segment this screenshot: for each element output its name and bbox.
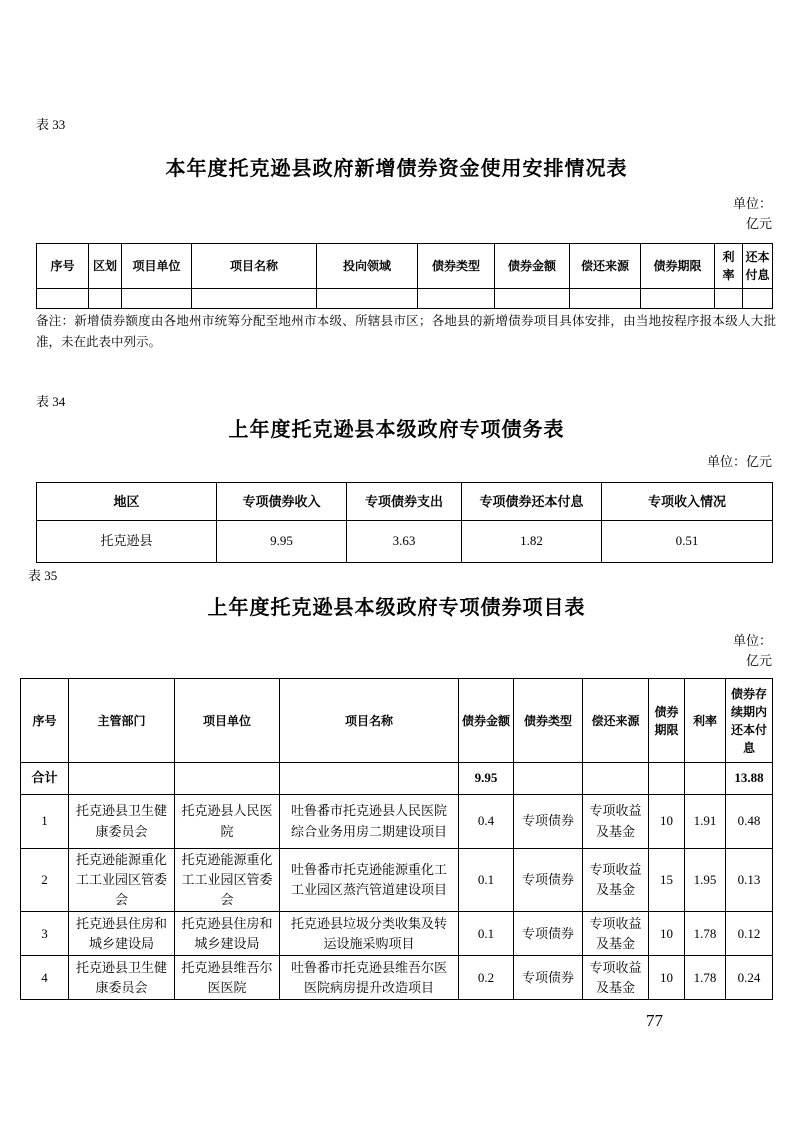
table-cell: [175, 763, 280, 795]
header-cell: 投向领域: [317, 244, 418, 289]
header-cell: 偿还来源: [583, 679, 649, 763]
header-cell: 债券期限: [649, 679, 685, 763]
table-row: [21, 795, 773, 849]
table-cell: [192, 289, 317, 309]
header-cell: 债券存续期内还本付息: [726, 679, 773, 763]
table-cell: 13.88: [726, 763, 773, 795]
table-cell: 0.13: [726, 849, 773, 912]
table-cell: 0.1: [459, 849, 514, 912]
table-cell: 专项债券: [514, 849, 583, 912]
table35-unit-note: [733, 631, 772, 671]
header-cell: 债券期限: [641, 244, 715, 289]
table33-label: 表 33: [36, 117, 66, 132]
table-cell: 托克逊能源重化工工业园区管委会: [175, 849, 280, 912]
table34-unit-note: 单位：亿元: [706, 454, 772, 469]
table-cell: 吐鲁番市托克逊县人民医院综合业务用房二期建设项目: [280, 795, 459, 849]
table-cell: [317, 289, 418, 309]
header-cell: 债券金额: [459, 679, 514, 763]
unit-label: 单位：: [732, 633, 772, 648]
table-row: [37, 289, 773, 309]
table-cell: [641, 289, 715, 309]
table-cell: [418, 289, 495, 309]
table-total-row: [21, 763, 773, 795]
table-row: [21, 849, 773, 912]
table-cell: [685, 763, 726, 795]
table33-footnote: 备注：新增债券额度由各地州市统筹分配至地州市本级、所辖县市区；各地县的新增债券项目具体安排，由当地按程序报本级人大批准，未在此表中列示。: [36, 314, 776, 349]
table-cell: [514, 763, 583, 795]
table33-new-bond-arrangement: [36, 243, 773, 309]
table-cell: 9.95: [217, 521, 347, 563]
table-row: [21, 956, 773, 1000]
table35-title: 上年度托克逊县本级政府专项债券项目表: [207, 597, 586, 619]
table-cell: 专项收益及基金: [583, 849, 649, 912]
table-cell: [715, 289, 743, 309]
table-cell: 2: [21, 849, 69, 912]
table-cell: 1.78: [685, 912, 726, 956]
table-cell: 吐鲁番市托克逊县维吾尔医医院病房提升改造项目: [280, 956, 459, 1000]
table-cell: 0.12: [726, 912, 773, 956]
unit-value: 亿元: [745, 653, 772, 668]
header-cell: 区划: [89, 244, 122, 289]
table-cell: 托克逊县人民医院: [175, 795, 280, 849]
header-cell: 地区: [37, 483, 217, 521]
header-cell: 债券类型: [514, 679, 583, 763]
table-cell: 3: [21, 912, 69, 956]
header-cell: 利率: [715, 244, 743, 289]
table33-title: 本年度托克逊县政府新增债券资金使用安排情况表: [165, 158, 628, 180]
table-cell: 0.4: [459, 795, 514, 849]
table33-unit-note: [733, 194, 772, 234]
header-cell: 偿还来源: [570, 244, 641, 289]
table-cell: 专项收益及基金: [583, 956, 649, 1000]
header-cell: 项目名称: [280, 679, 459, 763]
table35-special-bond-projects: [20, 678, 773, 1000]
table-header-row: [37, 244, 773, 289]
table-cell: 1.82: [462, 521, 602, 563]
header-cell: 项目单位: [122, 244, 192, 289]
table34-special-debt: [36, 482, 773, 563]
table34-title: 上年度托克逊县本级政府专项债务表: [228, 419, 565, 441]
header-cell: 专项债券还本付息: [462, 483, 602, 521]
table-cell: [583, 763, 649, 795]
table-cell: [743, 289, 773, 309]
table-cell: 4: [21, 956, 69, 1000]
table-cell: [37, 289, 89, 309]
table-cell: 合计: [21, 763, 69, 795]
header-cell: 项目单位: [175, 679, 280, 763]
header-cell: 债券类型: [418, 244, 495, 289]
table-cell: 专项债券: [514, 956, 583, 1000]
table-row: [21, 912, 773, 956]
header-cell: 还本付息: [743, 244, 773, 289]
header-cell: 序号: [37, 244, 89, 289]
table-cell: 托克逊县垃圾分类收集及转运设施采购项目: [280, 912, 459, 956]
table-cell: 15: [649, 849, 685, 912]
table-cell: 托克逊县卫生健康委员会: [69, 956, 175, 1000]
table-cell: 专项债券: [514, 795, 583, 849]
table-cell: [89, 289, 122, 309]
page-number: 77: [646, 1011, 663, 1030]
table-cell: 托克逊县住房和城乡建设局: [69, 912, 175, 956]
table-cell: 专项收益及基金: [583, 795, 649, 849]
table35-label: 表 35: [28, 568, 58, 583]
table-cell: 0.24: [726, 956, 773, 1000]
table-cell: 托克逊能源重化工工业园区管委会: [69, 849, 175, 912]
table-row: [37, 521, 773, 563]
table-cell: 吐鲁番市托克逊能源重化工工业园区蒸汽管道建设项目: [280, 849, 459, 912]
header-cell: 专项收入情况: [602, 483, 773, 521]
table-cell: 1.95: [685, 849, 726, 912]
table-cell: 0.51: [602, 521, 773, 563]
table-header-row: [21, 679, 773, 763]
header-cell: 项目名称: [192, 244, 317, 289]
table-cell: 0.2: [459, 956, 514, 1000]
table-cell: [280, 763, 459, 795]
header-cell: 序号: [21, 679, 69, 763]
header-cell: 专项债券支出: [347, 483, 462, 521]
table-cell: 10: [649, 956, 685, 1000]
table-cell: 0.48: [726, 795, 773, 849]
header-cell: 债券金额: [495, 244, 570, 289]
table-cell: 托克逊县: [37, 521, 217, 563]
unit-value: 亿元: [745, 216, 772, 231]
header-cell: 专项债券收入: [217, 483, 347, 521]
table-cell: [69, 763, 175, 795]
table-cell: [495, 289, 570, 309]
table-cell: 10: [649, 795, 685, 849]
table-cell: 1.78: [685, 956, 726, 1000]
table-cell: [570, 289, 641, 309]
table-cell: 专项债券: [514, 912, 583, 956]
table-cell: 托克逊县住房和城乡建设局: [175, 912, 280, 956]
table-cell: 0.1: [459, 912, 514, 956]
table34-label: 表 34: [36, 394, 66, 409]
table-cell: 3.63: [347, 521, 462, 563]
table-cell: [122, 289, 192, 309]
table-cell: 专项收益及基金: [583, 912, 649, 956]
table-cell: 10: [649, 912, 685, 956]
table-cell: 托克逊县卫生健康委员会: [69, 795, 175, 849]
table-cell: 托克逊县维吾尔医医院: [175, 956, 280, 1000]
table-cell: 9.95: [459, 763, 514, 795]
table-cell: [649, 763, 685, 795]
unit-label: 单位：: [732, 196, 772, 211]
table-cell: 1: [21, 795, 69, 849]
table-cell: 1.91: [685, 795, 726, 849]
header-cell: 利率: [685, 679, 726, 763]
table-header-row: [37, 483, 773, 521]
header-cell: 主管部门: [69, 679, 175, 763]
